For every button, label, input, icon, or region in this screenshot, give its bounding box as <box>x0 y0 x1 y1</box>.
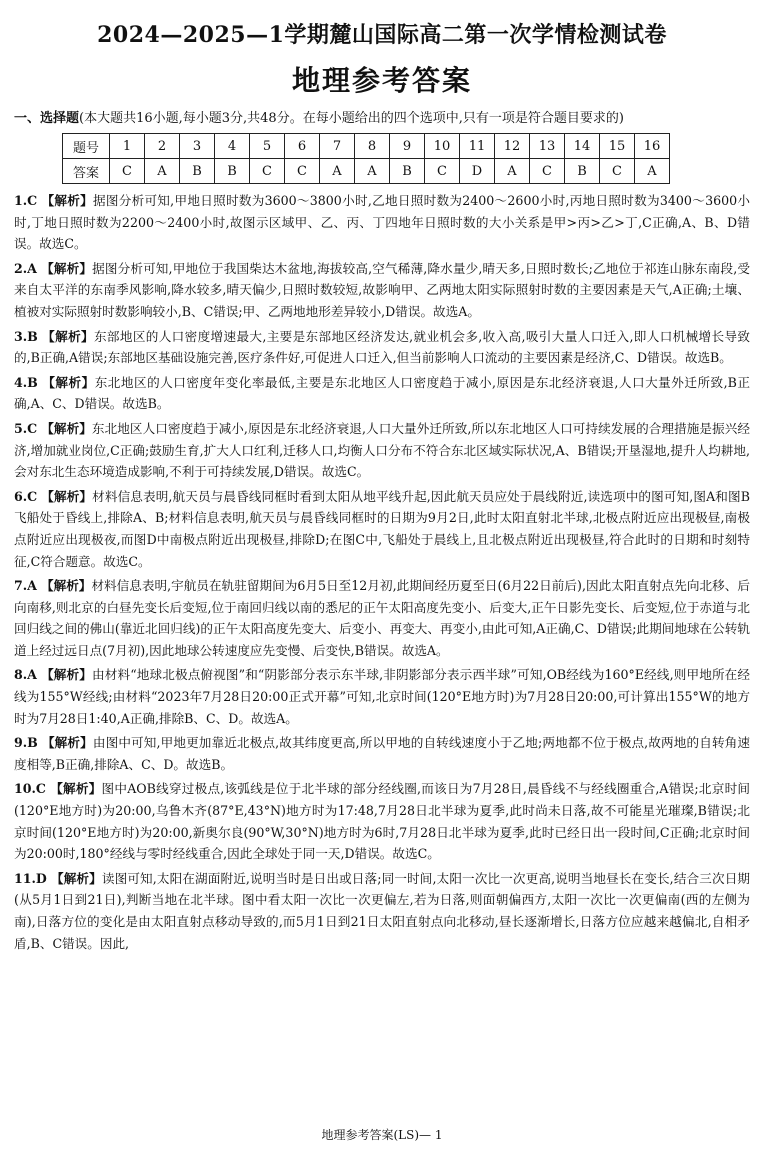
question-number-cell: 1 <box>110 134 145 159</box>
section-heading-label: 一、选择题 <box>14 111 80 126</box>
document-title: 地理参考答案 <box>291 64 472 97</box>
analysis-tag: 【解析】 <box>42 328 94 344</box>
explanation-text: 据图分析可知,甲地位于我国柴达木盆地,海拔较高,空气稀薄,降水量少,晴天多,日照时数长;乙地位于祁连山脉东南段,受来自太平洋的东南季风影响,降水较多,晴天偏少,日照时数较短,故影响甲、乙两地太阳实际照射时数的主要因素是天气,A正确;土壤、植被对实际照射时数影响较小,B、C错误;甲、乙两地地形差异较小,D错误。故选A。 <box>14 260 751 319</box>
question-answer-label: 2.A <box>14 260 37 276</box>
explanation-text: 东北地区的人口密度年变化率最低,主要是东北地区人口密度趋于减小,原因是东北经济衰退,人口大量外迁所致,B正确,A、C、D错误。故选B。 <box>14 374 750 412</box>
explanation-item <box>14 326 750 369</box>
question-number-cell: 8 <box>355 134 390 159</box>
question-number-cell: 15 <box>600 134 635 159</box>
explanation-text: 东部地区的人口密度增速最大,主要是东部地区经济发达,就业机会多,收入高,吸引大量人口迁入,即人口机械增长导致的,B正确,A错误;东部地区基础设施完善,医疗条件好,可促进人口迁入,但当前影响人口流动的主要因素是经济,C、D错误。故选B。 <box>14 328 750 366</box>
answer-cell: C <box>110 159 145 184</box>
answer-cell: B <box>390 159 425 184</box>
answer-cell: C <box>285 159 320 184</box>
section-heading <box>14 109 750 129</box>
analysis-tag: 【解析】 <box>50 870 102 886</box>
analysis-tag: 【解析】 <box>41 735 93 751</box>
answer-cell: C <box>425 159 460 184</box>
analysis-tag: 【解析】 <box>41 488 93 504</box>
question-answer-label: 7.A <box>14 578 37 594</box>
answer-cell: B <box>565 159 600 184</box>
question-number-cell: 2 <box>145 134 180 159</box>
answer-cell: C <box>600 159 635 184</box>
question-number-cell: 9 <box>390 134 425 159</box>
answer-cell: B <box>215 159 250 184</box>
answer-key-table <box>62 133 670 184</box>
explanation-item <box>14 418 750 483</box>
question-number-cell: 14 <box>565 134 600 159</box>
explanation-text: 图中AOB线穿过极点,该弧线是位于北半球的部分经线圈,而该日为7月28日,晨昏线不与经线圈重合,A错误;北京时间(120°E地方时)为20:00,乌鲁木齐(87°E,43°N)地方时为17:48,7月28日北半球为夏季,此时尚未日落,故不可能星光璀璨,B错误;北京时间(120°E地方时)为20:00,新奥尔良(90°W,30°N)地方时为6时,7月28日北半球为夏季,此时已经日出一段时间,C正确;北京时间为20:00时,180°经线与零时经线重合,因此全球处于同一天,D错误。故选C。 <box>14 781 750 862</box>
answer-cell: A <box>635 159 670 184</box>
question-number-cell: 13 <box>530 134 565 159</box>
explanation-text: 材料信息表明,航天员与晨昏线同框时看到太阳从地平线升起,因此航天员应处于晨线附近,读选项中的图可知,图A和图B飞船处于昏线上,排除A、B;材料信息表明,航天员与晨昏线同框时的日期为9月2日,此时太阳直射北半球,北极点附近应出现极昼,南极点附近应出现极夜,而图D中南极点附近出现极昼,排除D;在图C中,飞船处于晨线上,且北极点附近出现极昼,符合此时的日期和时刻特征,C符合题意。故选C。 <box>14 488 750 569</box>
question-answer-label: 6.C <box>14 488 38 504</box>
question-number-cell: 16 <box>635 134 670 159</box>
answer-cell: B <box>180 159 215 184</box>
analysis-tag: 【解析】 <box>50 781 102 797</box>
answer-cell: D <box>460 159 495 184</box>
question-number-cell: 5 <box>250 134 285 159</box>
question-number-cell: 3 <box>180 134 215 159</box>
section-heading-note: (本大题共16小题,每小题3分,共48分。在每小题给出的四个选项中,只有一项是符合题目要求的) <box>79 111 624 126</box>
answer-cell: A <box>355 159 390 184</box>
answer-cell: A <box>495 159 530 184</box>
question-answer-label: 3.B <box>14 328 38 344</box>
explanation-item <box>14 486 750 572</box>
question-number-cell: 6 <box>285 134 320 159</box>
explanation-item <box>14 575 750 661</box>
explanation-text: 据图分析可知,甲地日照时数为3600～3800小时,乙地日照时数为2400～2600小时,丙地日照时数为3400～3600小时,丁地日照时数为2200～2400小时,故图示区域甲、乙、丙、丁四地年日照时数的大小关系是甲>丙>乙>丁,C正确,A、B、D错误。故选C。 <box>14 193 750 252</box>
answer-cell: C <box>250 159 285 184</box>
explanation-text: 由图中可知,甲地更加靠近北极点,故其纬度更高,所以甲地的自转线速度小于乙地;两地都不位于极点,故两地的自转角速度相等,B正确,排除A、C、D。故选B。 <box>14 735 750 772</box>
explanation-item <box>14 258 750 323</box>
question-answer-label: 11.D <box>14 870 47 886</box>
explanation-item <box>14 372 750 415</box>
question-number-cell: 10 <box>425 134 460 159</box>
explanation-item <box>14 190 750 255</box>
explanation-text: 读图可知,太阳在湖面附近,说明当时是日出或日落;同一时间,太阳一次比一次更高,说明当地昼长在变长,结合三次日期(从5月1日到21日),判断当地在北半球。图中看太阳一次比一次更偏左,若为日落,则面朝偏西方,太阳一次比一次更偏南(西的左侧为南),日落方位的变化是由太阳直射点移动导致的,而5月1日到21日太阳直射点向北移动,昼长逐渐增长,日落方位应越来越偏北,自相矛盾,B、C错误。因此, <box>14 870 751 951</box>
answer-table-row-label: 答案 <box>63 159 110 184</box>
question-number-cell: 12 <box>495 134 530 159</box>
explanation-item <box>14 868 750 954</box>
question-number-cell: 4 <box>215 134 250 159</box>
question-answer-label: 5.C <box>14 420 38 436</box>
explanation-list <box>14 190 750 954</box>
analysis-tag: 【解析】 <box>41 193 93 208</box>
answer-cell: A <box>145 159 180 184</box>
exam-title: 2024—2025—1学期麓山国际高二第一次学情检测试卷 <box>97 22 667 48</box>
analysis-tag: 【解析】 <box>42 374 95 390</box>
question-answer-label: 10.C <box>14 781 46 797</box>
question-answer-label: 4.B <box>14 374 38 390</box>
analysis-tag: 【解析】 <box>41 667 92 683</box>
question-answer-label: 8.A <box>14 667 37 683</box>
explanation-item <box>14 664 750 729</box>
answer-cell: A <box>320 159 355 184</box>
analysis-tag: 【解析】 <box>41 420 92 436</box>
answer-table-answer-row <box>63 159 670 184</box>
answer-table-row-label: 题号 <box>63 134 110 159</box>
analysis-tag: 【解析】 <box>41 260 93 276</box>
answer-cell: C <box>530 159 565 184</box>
answer-table-number-row <box>63 134 670 159</box>
explanation-item <box>14 778 750 864</box>
question-answer-label: 9.B <box>14 735 38 751</box>
question-number-cell: 7 <box>320 134 355 159</box>
explanation-item <box>14 732 750 775</box>
explanation-text: 由材料“地球北极点俯视图”和“阴影部分表示东半球,非阴影部分表示西半球”可知,OB经线为160°E经线,则甲地所在经线为155°W经线;由材料“2023年7月28日20:00正式开幕”可知,北京时间(120°E地方时)为7月28日20:00,可计算出155°W的地方时为7月28日1:40,A正确,排除B、C、D。故选A。 <box>14 667 750 726</box>
explanation-text: 材料信息表明,宇航员在轨驻留期间为6月5日至12月初,此期间经历夏至日(6月22日前后),因此太阳直射点先向北移、后向南移,则北京的白昼先变长后变短,位于南回归线以南的悉尼的正午太阳高度先变小、后变大,正午日影先变长、后变短,位于赤道与北回归线之间的佛山(靠近北回归线)的正午太阳高度先变大、后变小、再变大、再变小,由此可知,A正确,C、D错误;此期间地球在公转轨道上经过远日点(7月初),因此地球公转速度应先变慢、后变快,B错误。故选A。 <box>14 578 750 658</box>
question-answer-label: 1.C <box>14 193 38 208</box>
question-number-cell: 11 <box>460 134 495 159</box>
page-footer: 地理参考答案(LS)— 1 <box>321 1128 443 1142</box>
explanation-text: 东北地区人口密度趋于减小,原因是东北经济衰退,人口大量外迁所致,所以东北地区人口可持续发展的合理措施是振兴经济,增加就业岗位,C正确;鼓励生育,扩大人口红利,迁移人口,均衡人口分布不符合东北区域实际状况,A、B错误;开垦湿地,提升人均耕地,会对东北生态环境造成影响,不利于可持续发展,D错误。故选C。 <box>14 420 750 480</box>
analysis-tag: 【解析】 <box>40 578 92 594</box>
